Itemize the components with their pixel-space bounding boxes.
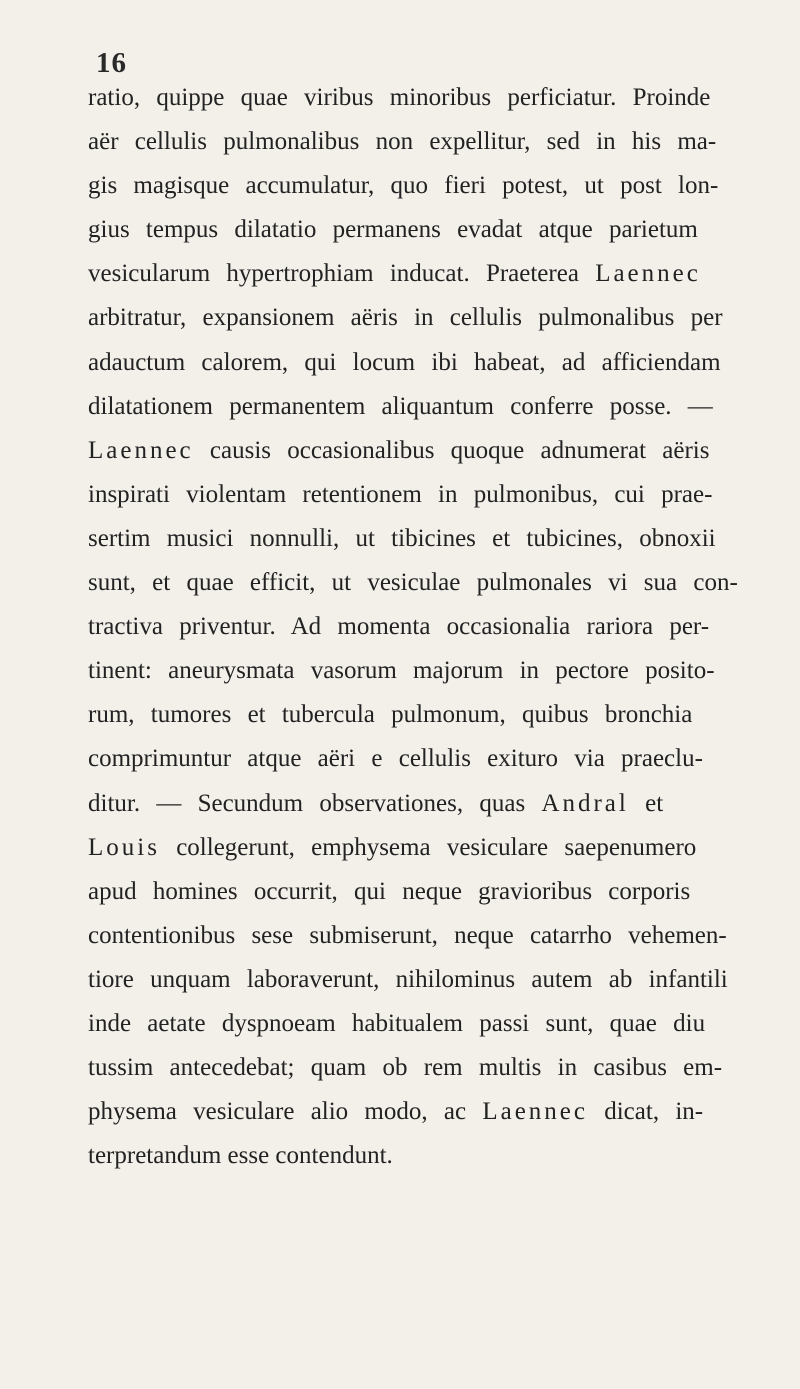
text-line-17: ditur. — Secundum observationes, quas Andral et xyxy=(88,789,664,817)
spaced-name: Louis xyxy=(88,833,160,861)
text-line-13: tractiva priventur. Ad momenta occasionalia rariora per- xyxy=(88,613,710,641)
text-line-6: arbitratur, expansionem aëris in cellulis pulmonalibus per xyxy=(88,304,723,332)
text-line-9: Laennec causis occasionalibus quoque adnumerat aëris xyxy=(88,436,710,464)
text-line-21: tiore unquam laboraverunt, nihilominus autem ab infantili xyxy=(88,965,728,993)
text-line-3: gis magisque accumulatur, quo fieri potest, ut post lon- xyxy=(88,172,719,200)
spaced-name: Laennec xyxy=(595,260,701,288)
text-line-14: tinent: aneurysmata vasorum majorum in pectore posito- xyxy=(88,657,715,685)
text-line-7: adauctum calorem, qui locum ibi habeat, ad afficiendam xyxy=(88,348,721,376)
text-line-5: vesicularum hypertrophiam inducat. Praeterea Laennec xyxy=(88,260,701,288)
text-line-25: terpretandum esse contendunt. xyxy=(88,1142,393,1170)
text-line-20: contentionibus sese submiserunt, neque catarrho vehemen- xyxy=(88,921,727,949)
page-number: 16 xyxy=(96,47,127,79)
text-line-15: rum, tumores et tubercula pulmonum, quibus bronchia xyxy=(88,701,693,729)
text-line-10: inspirati violentam retentionem in pulmonibus, cui prae- xyxy=(88,480,713,508)
spaced-name: Andral xyxy=(541,789,629,817)
text-line-11: sertim musici nonnulli, ut tibicines et tubicines, obnoxii xyxy=(88,524,716,552)
text-line-16: comprimuntur atque aëri e cellulis exituro via praeclu- xyxy=(88,745,703,773)
spaced-name: Laennec xyxy=(482,1098,588,1126)
text-line-19: apud homines occurrit, qui neque gravioribus corporis xyxy=(88,877,691,905)
text-line-8: dilatationem permanentem aliquantum conferre posse. — xyxy=(88,392,713,420)
text-line-2: aër cellulis pulmonalibus non expellitur, sed in his ma- xyxy=(88,128,717,156)
text-line-23: tussim antecedebat; quam ob rem multis in casibus em- xyxy=(88,1054,723,1082)
spaced-name: Laennec xyxy=(88,436,194,464)
text-line-22: inde aetate dyspnoeam habitualem passi sunt, quae diu xyxy=(88,1009,706,1037)
text-line-24: physema vesiculare alio modo, ac Laennec dicat, in- xyxy=(88,1098,704,1126)
text-line-12: sunt, et quae efficit, ut vesiculae pulmonales vi sua con- xyxy=(88,569,738,597)
text-line-18: Louis collegerunt, emphysema vesiculare saepenumero xyxy=(88,833,697,861)
body-text xyxy=(88,76,800,1178)
text-line-4: gius tempus dilatatio permanens evadat atque parietum xyxy=(88,216,698,244)
text-line-1: ratio, quippe quae viribus minoribus perficiatur. Proinde xyxy=(88,84,711,111)
